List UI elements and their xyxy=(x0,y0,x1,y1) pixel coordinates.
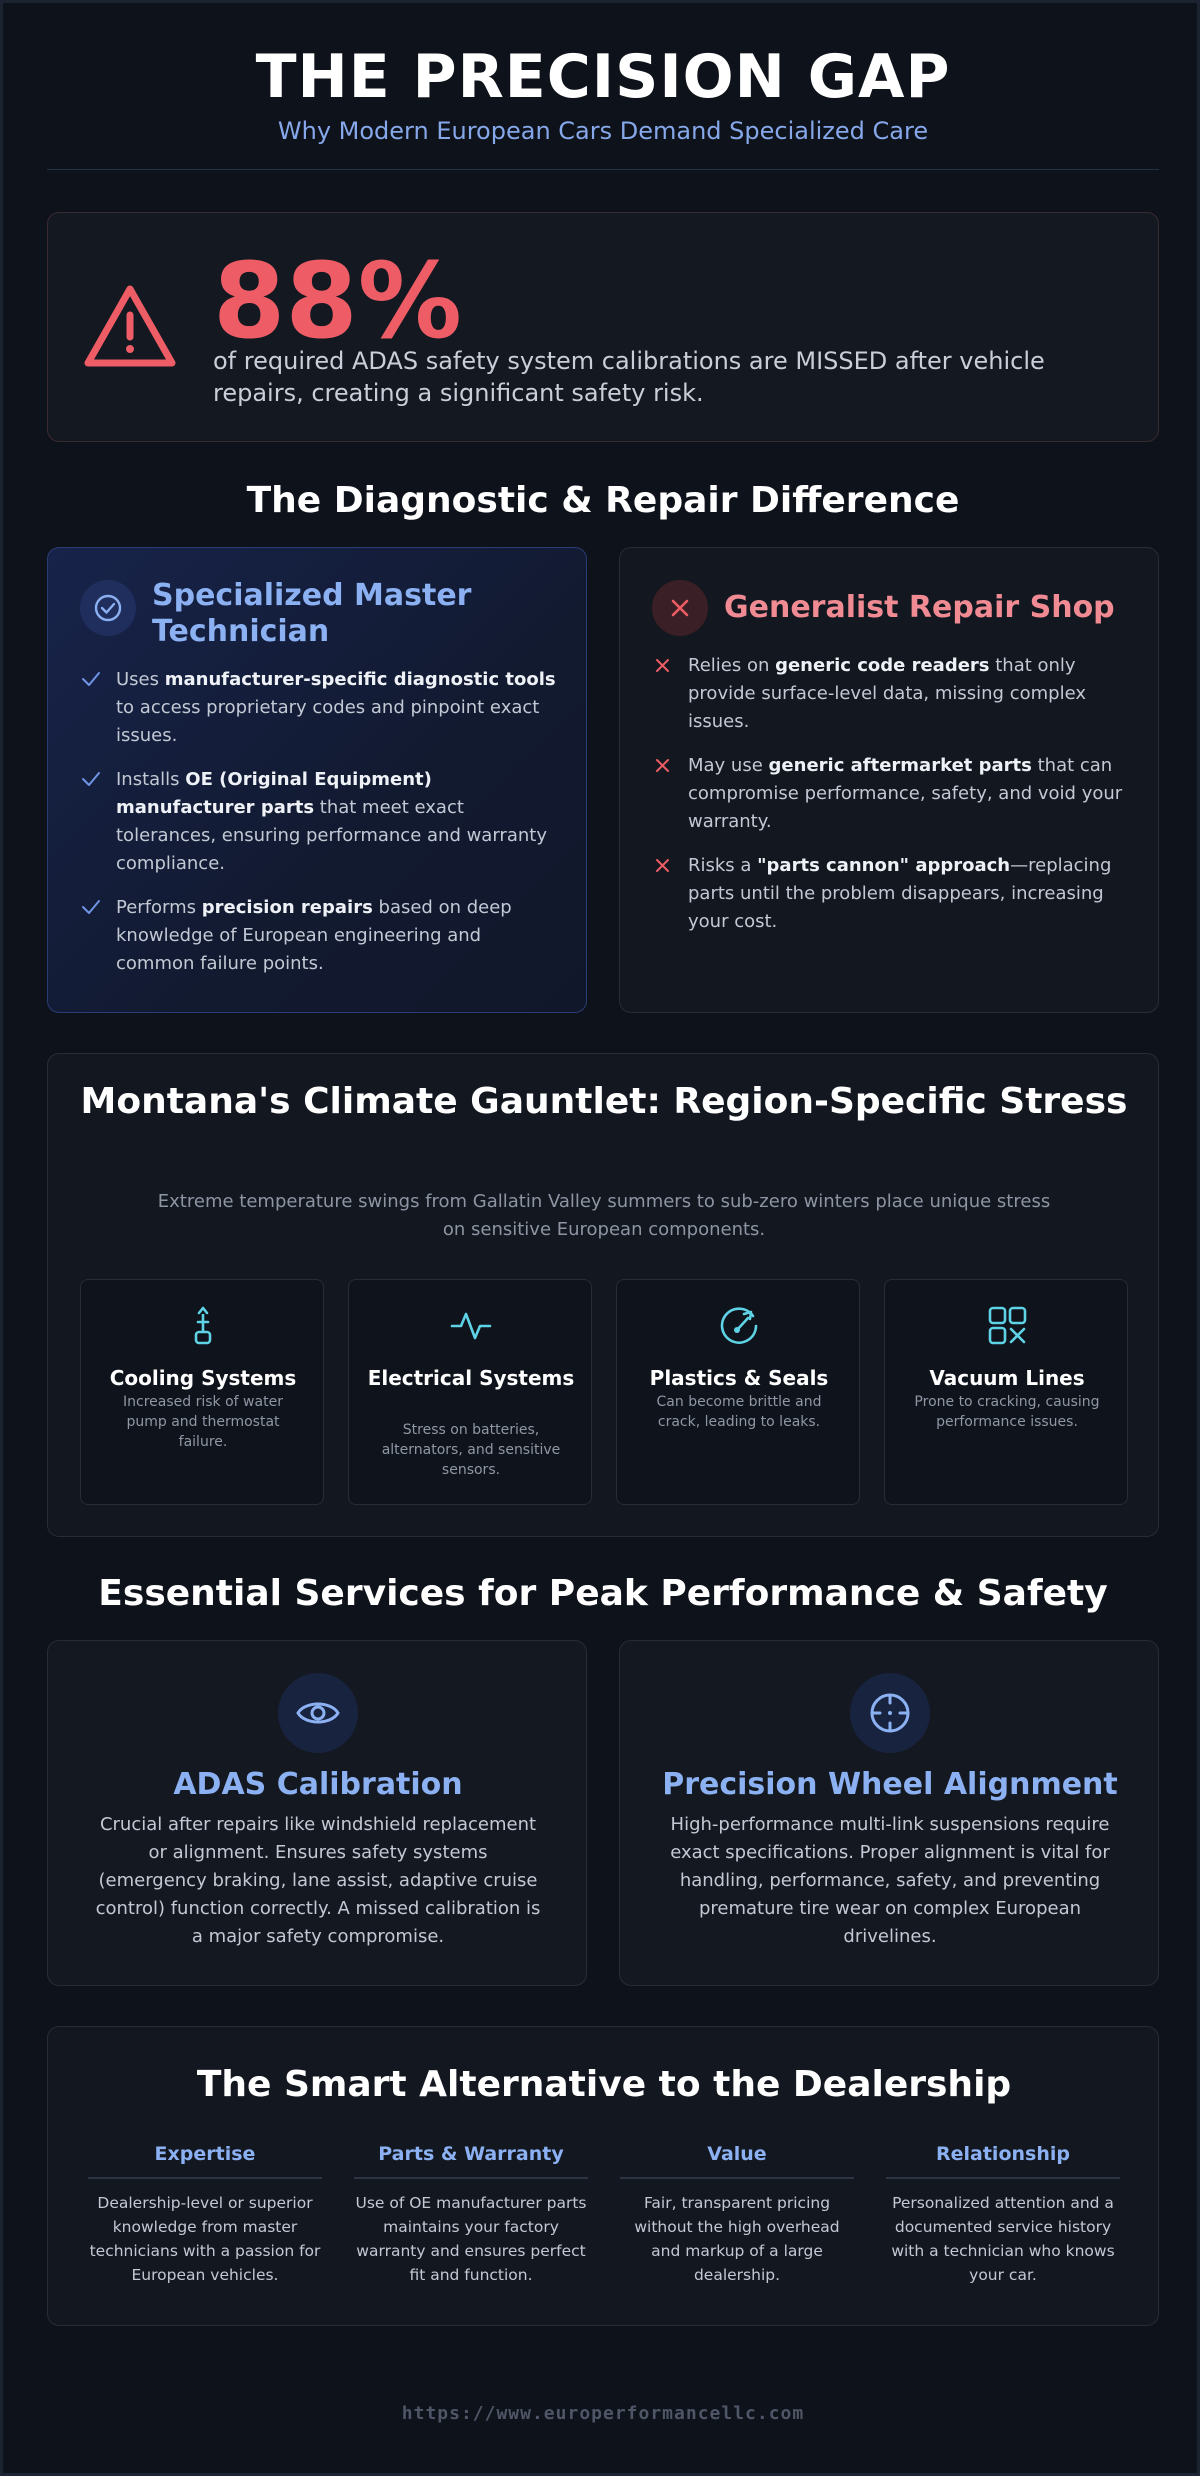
check-icon xyxy=(80,668,102,690)
service-description: High-performance multi-link suspensions require exact specifications. Proper alignment is vital for handling, performance, safety, and preventing premature tire wear on complex European drivelines. xyxy=(670,1814,1110,1947)
specialist-item xyxy=(80,894,560,978)
tile-title: Vacuum Lines xyxy=(929,1366,1085,1390)
service-description: Crucial after repairs like windshield replacement or alignment. Ensures safety systems (emergency braking, lane assist, adaptive cruise control) function correctly. A missed calibration is a major safety compromise. xyxy=(95,1814,541,1947)
item-text-post: that can compromise performance, safety, and void your warranty. xyxy=(688,755,1123,832)
comparison-title: The Diagnostic & Repair Difference xyxy=(246,480,960,521)
header-divider xyxy=(47,169,1159,170)
dealership-column-value xyxy=(620,2141,854,2287)
item-text-bold: "parts cannon" approach xyxy=(757,855,1011,876)
specialist-card xyxy=(47,547,587,1013)
service-icon-badge xyxy=(278,1673,358,1753)
item-text-pre: Risks a xyxy=(688,855,758,876)
item-text-bold: precision repairs xyxy=(201,897,373,918)
check-icon xyxy=(80,768,102,790)
alert-description: of required ADAS safety system calibrations are MISSED after vehicle repairs, creating a significant safety risk. xyxy=(213,347,1045,407)
item-text-post: that only provide surface-level data, missing complex issues. xyxy=(688,655,1086,732)
page-subtitle: Why Modern European Cars Demand Specialized Care xyxy=(277,117,929,145)
service-title: ADAS Calibration xyxy=(173,1767,463,1802)
footer-url[interactable]: https://www.europerformancellc.com xyxy=(401,2403,805,2424)
x-mark-icon xyxy=(652,854,674,876)
service-icon-badge xyxy=(850,1673,930,1753)
specialist-item xyxy=(80,766,560,878)
page-title: THE PRECISION GAP xyxy=(255,42,951,112)
column-description: Use of OE manufacturer parts maintains your factory warranty and ensures perfect fit and function. xyxy=(355,2194,587,2284)
tile-title: Electrical Systems xyxy=(367,1366,575,1390)
dealership-column-parts xyxy=(354,2141,588,2287)
x-mark-icon xyxy=(652,754,674,776)
column-title: Value xyxy=(620,2141,854,2179)
x-icon xyxy=(652,580,708,636)
item-text-pre: May use xyxy=(688,755,769,776)
item-text-post: that meet exact tolerances, ensuring performance and warranty compliance. xyxy=(116,797,547,874)
dealership-column-relationship xyxy=(886,2141,1120,2287)
item-text-post: —replacing parts until the problem disappears, increasing your cost. xyxy=(688,855,1112,932)
dealership-title: The Smart Alternative to the Dealership xyxy=(196,2064,1012,2105)
item-text-pre: Relies on xyxy=(688,655,776,676)
x-mark-icon xyxy=(652,654,674,676)
check-icon xyxy=(80,896,102,918)
page-header xyxy=(47,41,1159,147)
generalist-badge xyxy=(652,580,708,636)
alert-stat: 88% xyxy=(213,240,462,362)
gauge-icon xyxy=(717,1304,761,1348)
item-text-bold: generic aftermarket parts xyxy=(768,755,1032,776)
item-text-bold: OE (Original Equipment) manufacturer parts xyxy=(116,769,432,818)
tile-description: Increased risk of water pump and thermostat failure. xyxy=(123,1394,283,1450)
generalist-list xyxy=(652,652,1132,952)
column-title: Relationship xyxy=(886,2141,1120,2179)
column-description: Personalized attention and a documented service history with a technician who knows your car. xyxy=(891,2194,1115,2284)
grid-x-icon xyxy=(985,1304,1029,1348)
climate-tile-electrical xyxy=(348,1279,592,1505)
item-text-pre: Installs xyxy=(116,769,186,790)
generalist-item xyxy=(652,752,1132,836)
service-card-alignment xyxy=(619,1640,1159,1986)
tile-description: Can become brittle and crack, leading to leaks. xyxy=(656,1394,822,1430)
specialist-title: Specialized Master Technician xyxy=(152,578,472,649)
item-text-post: to access proprietary codes and pinpoint exact issues. xyxy=(116,697,540,746)
dealership-panel xyxy=(47,2026,1159,2326)
item-text-bold: generic code readers xyxy=(775,655,990,676)
climate-tile-cooling xyxy=(80,1279,324,1505)
pulse-icon xyxy=(449,1304,493,1348)
thermometer-icon xyxy=(181,1304,225,1348)
service-card-adas xyxy=(47,1640,587,1986)
climate-tile-vacuum xyxy=(884,1279,1128,1505)
warning-triangle-icon xyxy=(82,283,178,369)
generalist-title: Generalist Repair Shop xyxy=(724,590,1115,625)
climate-title: Montana's Climate Gauntlet: Region-Specific Stress xyxy=(80,1081,1128,1122)
column-description: Fair, transparent pricing without the high overhead and markup of a large dealership. xyxy=(634,2194,840,2284)
specialist-item xyxy=(80,666,560,750)
generalist-item xyxy=(652,852,1132,936)
climate-panel xyxy=(47,1053,1159,1537)
item-text-pre: Uses xyxy=(116,669,165,690)
specialist-list xyxy=(80,666,560,994)
generalist-item xyxy=(652,652,1132,736)
tile-description: Prone to cracking, causing performance issues. xyxy=(914,1394,1100,1430)
column-description: Dealership-level or superior knowledge from master technicians with a passion for European vehicles. xyxy=(89,2194,321,2284)
item-text-pre: Performs xyxy=(116,897,202,918)
eye-icon xyxy=(278,1673,358,1753)
climate-tile-plastics xyxy=(616,1279,860,1505)
specialist-badge xyxy=(80,580,136,636)
dealership-column-expertise xyxy=(88,2141,322,2287)
alert-panel xyxy=(47,212,1159,442)
crosshair-icon xyxy=(850,1673,930,1753)
tile-title: Cooling Systems xyxy=(109,1366,297,1390)
climate-intro: Extreme temperature swings from Gallatin Valley summers to sub-zero winters place unique stress on sensitive European components. xyxy=(157,1191,1051,1240)
item-text-post: based on deep knowledge of European engineering and common failure points. xyxy=(116,897,512,974)
tile-title: Plastics & Seals xyxy=(649,1366,829,1390)
column-title: Expertise xyxy=(88,2141,322,2179)
item-text-bold: manufacturer-specific diagnostic tools xyxy=(164,669,556,690)
services-title: Essential Services for Peak Performance & Safety xyxy=(98,1573,1108,1614)
column-title: Parts & Warranty xyxy=(354,2141,588,2179)
tile-description: Stress on batteries, alternators, and sensitive sensors. xyxy=(381,1422,561,1478)
check-circle-icon xyxy=(80,580,136,636)
service-title: Precision Wheel Alignment xyxy=(662,1767,1118,1802)
generalist-card xyxy=(619,547,1159,1013)
